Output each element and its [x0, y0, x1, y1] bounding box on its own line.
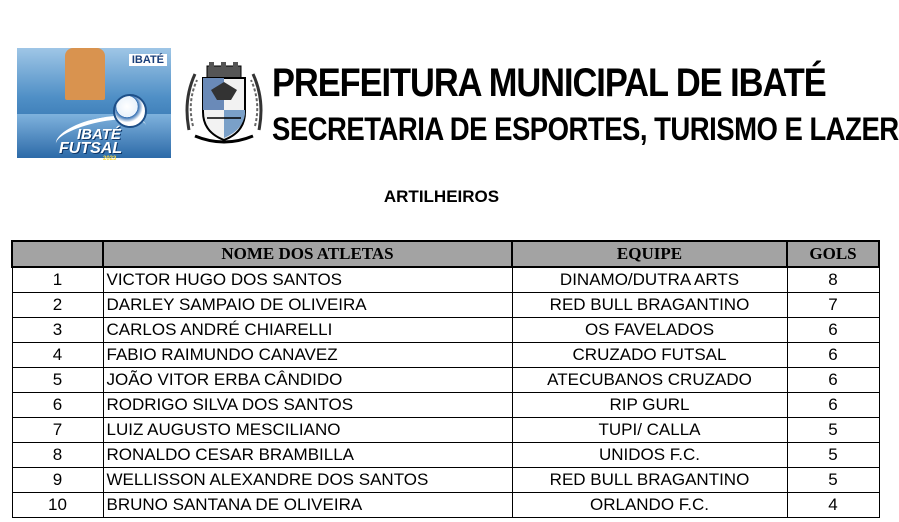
table-row — [12, 418, 879, 443]
position-cell: 3 — [12, 318, 103, 343]
goals-cell: 5 — [787, 468, 879, 493]
team-cell: UNIDOS F.C. — [512, 443, 787, 468]
team-cell: RED BULL BRAGANTINO — [512, 468, 787, 493]
goals-cell: 5 — [787, 418, 879, 443]
athlete-name-cell: BRUNO SANTANA DE OLIVEIRA — [103, 493, 512, 518]
header-line1: PREFEITURA MUNICIPAL DE IBATÉ — [272, 61, 826, 105]
table-row — [12, 343, 879, 368]
logo-line1: IBATÉ — [77, 126, 121, 143]
athlete-name-cell: DARLEY SAMPAIO DE OLIVEIRA — [103, 293, 512, 318]
goals-cell: 6 — [787, 368, 879, 393]
athlete-name-cell: LUIZ AUGUSTO MESCILIANO — [103, 418, 512, 443]
athlete-name-cell: JOÃO VITOR ERBA CÂNDIDO — [103, 368, 512, 393]
athlete-name-cell: RONALDO CESAR BRAMBILLA — [103, 443, 512, 468]
athlete-name-cell: VICTOR HUGO DOS SANTOS — [103, 267, 512, 293]
logo-player — [65, 48, 105, 100]
header-line2: SECRETARIA DE ESPORTES, TURISMO E LAZER — [272, 111, 899, 147]
team-cell: TUPI/ CALLA — [512, 418, 787, 443]
goals-cell: 7 — [787, 293, 879, 318]
position-cell: 1 — [12, 267, 103, 293]
position-cell: 10 — [12, 493, 103, 518]
logo-year: 2023 — [103, 156, 117, 162]
position-cell: 4 — [12, 343, 103, 368]
table-row — [12, 318, 879, 343]
column-header-athlete-name: NOME DOS ATLETAS — [103, 241, 512, 267]
table-row — [12, 368, 879, 393]
athlete-name-cell: WELLISSON ALEXANDRE DOS SANTOS — [103, 468, 512, 493]
column-header-team: EQUIPE — [512, 241, 787, 267]
goals-cell: 6 — [787, 318, 879, 343]
goals-cell: 4 — [787, 493, 879, 518]
futsal-logo — [17, 48, 171, 162]
position-cell: 9 — [12, 468, 103, 493]
logo-brand-top: IBATÉ — [129, 54, 167, 66]
table-row — [12, 493, 879, 518]
position-cell: 2 — [12, 293, 103, 318]
position-cell: 5 — [12, 368, 103, 393]
page-title: ARTILHEIROS — [383, 187, 500, 206]
table-row — [12, 293, 879, 318]
position-cell: 7 — [12, 418, 103, 443]
table-row — [12, 267, 879, 293]
goals-cell: 6 — [787, 393, 879, 418]
table-header-row — [12, 241, 879, 267]
table-row — [12, 443, 879, 468]
logo-line2: FUTSAL — [59, 140, 123, 157]
athlete-name-cell: RODRIGO SILVA DOS SANTOS — [103, 393, 512, 418]
column-header-goals: GOLS — [787, 241, 879, 267]
team-cell: OS FAVELADOS — [512, 318, 787, 343]
goals-cell: 5 — [787, 443, 879, 468]
athlete-name-cell: CARLOS ANDRÉ CHIARELLI — [103, 318, 512, 343]
scorers-table — [11, 240, 880, 518]
team-cell: DINAMO/DUTRA ARTS — [512, 267, 787, 293]
team-cell: RED BULL BRAGANTINO — [512, 293, 787, 318]
athlete-name-cell: FABIO RAIMUNDO CANAVEZ — [103, 343, 512, 368]
column-header-position — [12, 241, 103, 267]
position-cell: 8 — [12, 443, 103, 468]
team-cell: ORLANDO F.C. — [512, 493, 787, 518]
table-row — [12, 468, 879, 493]
team-cell: RIP GURL — [512, 393, 787, 418]
table-row — [12, 393, 879, 418]
position-cell: 6 — [12, 393, 103, 418]
goals-cell: 6 — [787, 343, 879, 368]
soccer-ball-icon — [113, 94, 147, 128]
goals-cell: 8 — [787, 267, 879, 293]
team-cell: ATECUBANOS CRUZADO — [512, 368, 787, 393]
team-cell: CRUZADO FUTSAL — [512, 343, 787, 368]
coat-of-arms-icon — [181, 60, 267, 146]
